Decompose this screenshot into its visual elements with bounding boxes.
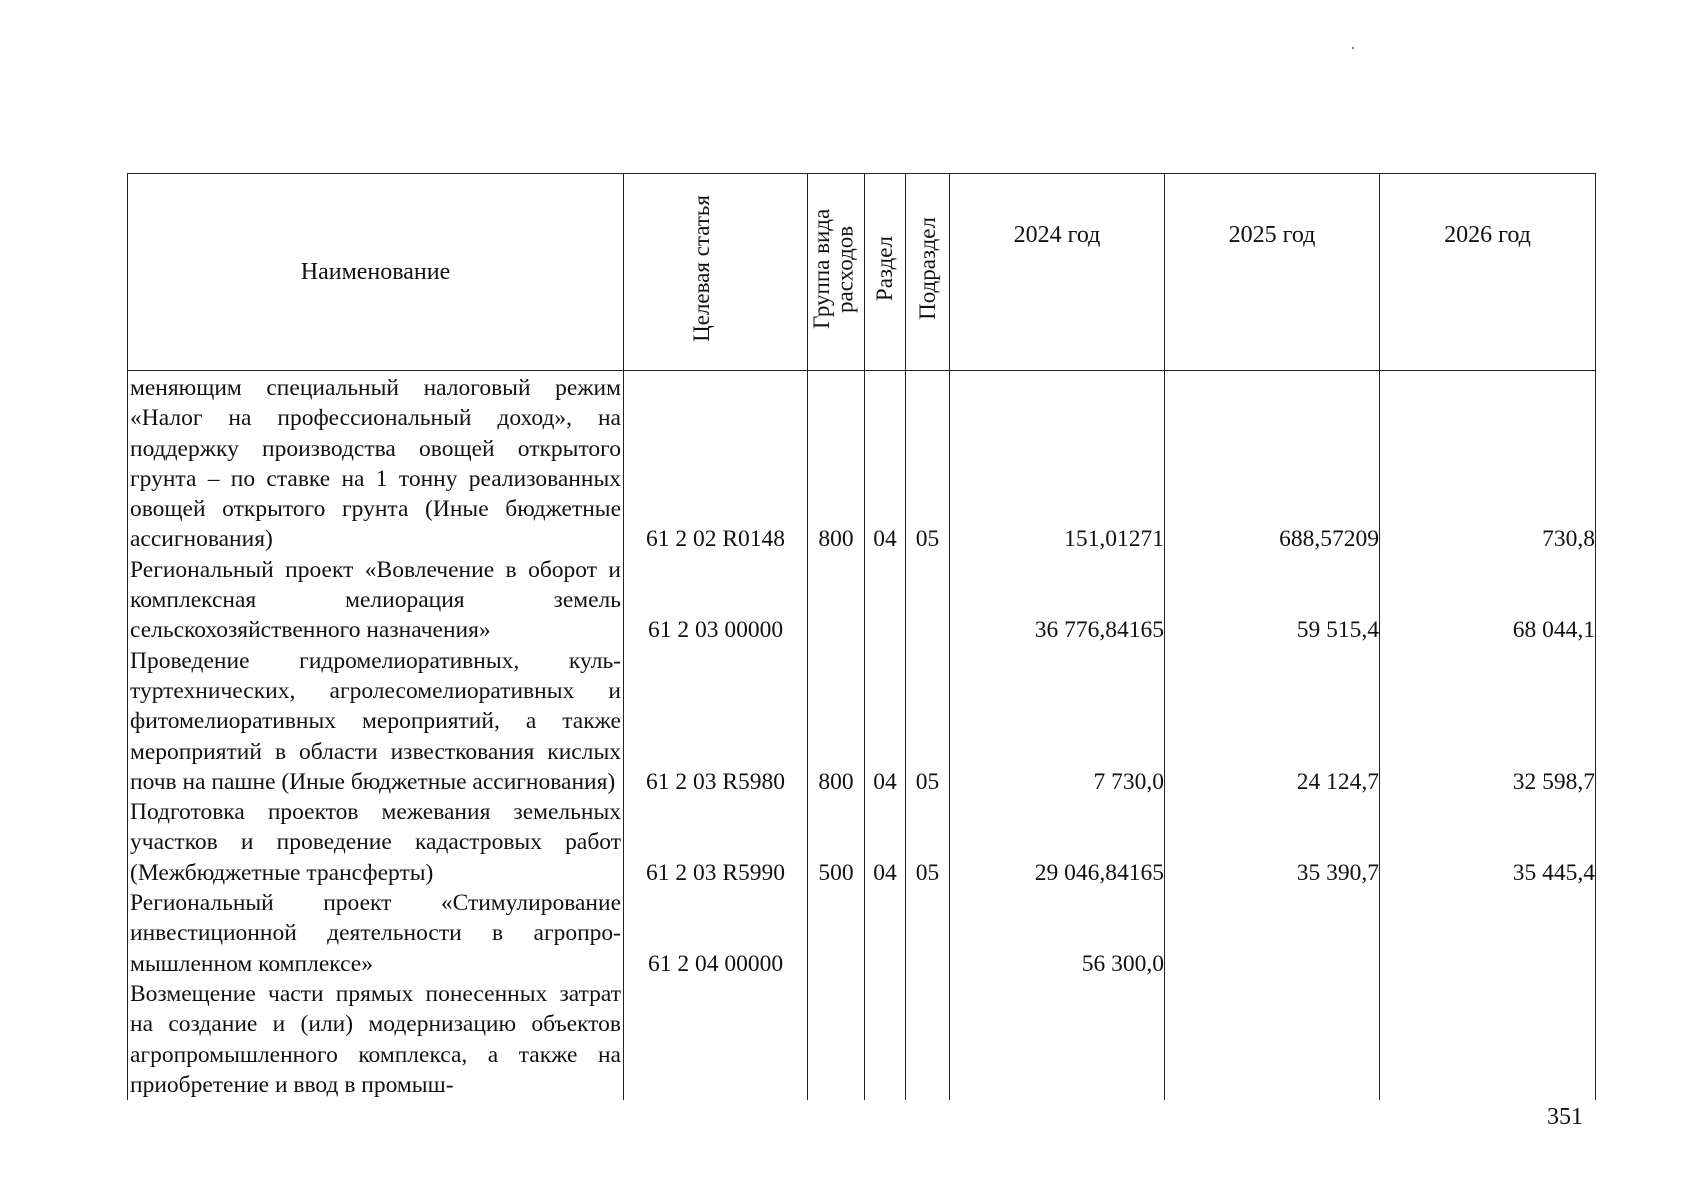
row-expense-group: 800 [808,646,865,797]
row-target-article [624,979,808,1100]
row-subsection [906,555,950,646]
row-2024: 29 046,84165 [950,797,1165,888]
header-year-2024: 2024 год [950,174,1165,371]
row-section [865,979,906,1100]
row-expense-group [808,888,865,979]
row-expense-group [808,555,865,646]
budget-table [127,173,1596,1100]
row-name: меняющим специальный налоговый режим «Налог на профессиональный доход», на поддержку производства овощей открытого грунта – по ставке на 1 тонну реализованных овощей открытого грунта (Иные бюджетные ассигнования) [128,371,624,555]
row-section [865,888,906,979]
row-expense-group [808,979,865,1100]
header-subsection: Подраздел [906,174,950,371]
row-subsection [906,888,950,979]
row-2026 [1380,888,1596,979]
row-subsection: 05 [906,797,950,888]
row-2024 [950,979,1165,1100]
row-subsection: 05 [906,371,950,555]
row-name: Региональный проект «Стимулирование инвестиционной деятельности в агропромышленном комплексе» [128,888,624,979]
row-2026: 35 445,4 [1380,797,1596,888]
table-row [128,371,1596,555]
row-section: 04 [865,646,906,797]
row-2026: 68 044,1 [1380,555,1596,646]
header-year-2026: 2026 год [1380,174,1596,371]
row-2026: 32 598,7 [1380,646,1596,797]
row-subsection: 05 [906,646,950,797]
row-target-article: 61 2 02 R0148 [624,371,808,555]
header-name: Наименование [128,174,624,371]
header-target-article: Целевая статья [624,174,808,371]
row-name: Подготовка проектов межевания земельных участков и проведение кадастровых работ (Межбюджетные трансферты) [128,797,624,888]
row-2024: 151,01271 [950,371,1165,555]
row-target-article: 61 2 04 00000 [624,888,808,979]
row-target-article: 61 2 03 00000 [624,555,808,646]
row-2026 [1380,979,1596,1100]
row-name: Региональный проект «Вовлечение в оборот и комплексная мелиорация земель сельскохозяйственного назначения» [128,555,624,646]
row-section: 04 [865,797,906,888]
row-subsection [906,979,950,1100]
row-2025: 24 124,7 [1165,646,1380,797]
row-2025: 35 390,7 [1165,797,1380,888]
row-2025 [1165,888,1380,979]
page-number: 351 [1547,1104,1583,1130]
table-row [128,888,1596,979]
table-row [128,646,1596,797]
row-2025: 59 515,4 [1165,555,1380,646]
row-target-article: 61 2 03 R5990 [624,797,808,888]
table-header-row [128,174,1596,371]
row-section: 04 [865,371,906,555]
header-expense-group: Группа вида расходов [808,174,865,371]
row-2024: 56 300,0 [950,888,1165,979]
row-2025: 688,57209 [1165,371,1380,555]
row-2024: 7 730,0 [950,646,1165,797]
header-section: Раздел [865,174,906,371]
table-row [128,797,1596,888]
row-name: Проведение гидромелиоративных, культуртехнических, агролесомелиоративных и фитомелиоративных мероприятий, а также мероприятий в области известкования кислых почв на пашне (Иные бюджетные ассигнования) [128,646,624,797]
row-target-article: 61 2 03 R5980 [624,646,808,797]
header-year-2025: 2025 год [1165,174,1380,371]
row-expense-group: 800 [808,371,865,555]
row-2026: 730,8 [1380,371,1596,555]
row-name: Возмещение части прямых понесенных затрат на создание и (или) модернизацию объектов агропромышленного комплекса, а также на приобретение и ввод в промыш- [128,979,624,1100]
scan-speck [1352,47,1354,49]
row-2024: 36 776,84165 [950,555,1165,646]
table-row [128,555,1596,646]
row-section [865,555,906,646]
row-expense-group: 500 [808,797,865,888]
row-2025 [1165,979,1380,1100]
table-row [128,979,1596,1100]
